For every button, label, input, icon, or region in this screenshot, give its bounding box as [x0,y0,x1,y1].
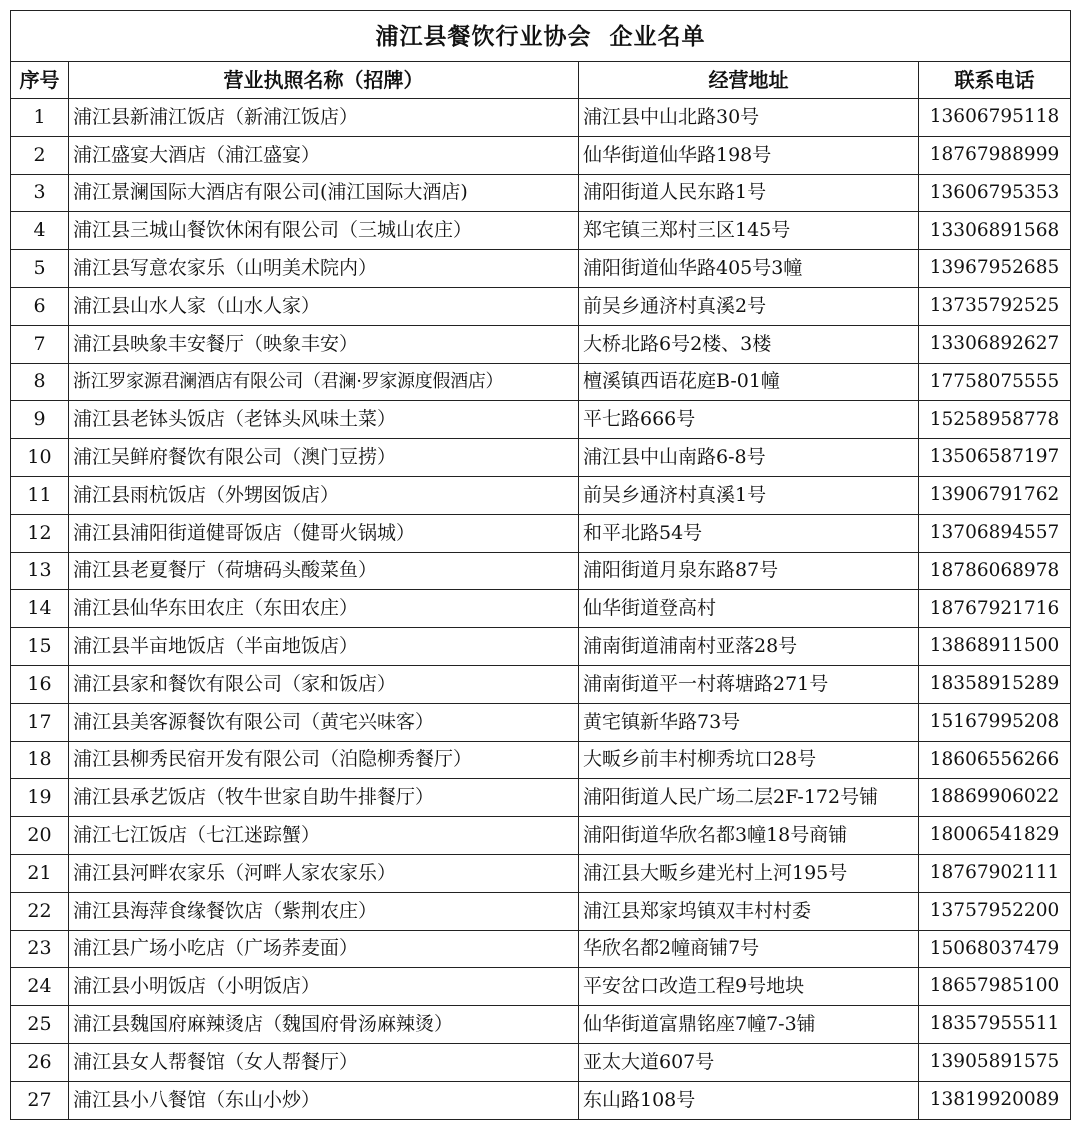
row-business-name: 浦江县小八餐馆（东山小炒） [69,1081,579,1119]
row-phone: 13306892627 [919,325,1071,363]
row-phone: 13819920089 [919,1081,1071,1119]
row-address: 前吴乡通济村真溪2号 [579,287,919,325]
row-address: 浦江县中山北路30号 [579,99,919,137]
table-row [11,250,1071,288]
table-body [11,99,1071,1120]
row-serial: 22 [11,892,69,930]
row-business-name: 浦江县女人帮餐馆（女人帮餐厅） [69,1043,579,1081]
row-serial: 17 [11,703,69,741]
row-address: 郑宅镇三郑村三区145号 [579,212,919,250]
row-phone: 13506587197 [919,439,1071,477]
row-business-name: 浦江县三城山餐饮休闲有限公司（三城山农庄） [69,212,579,250]
row-address: 华欣名都2幢商铺7号 [579,930,919,968]
row-serial: 16 [11,665,69,703]
row-serial: 3 [11,174,69,212]
header-row [11,62,1071,99]
row-business-name: 浦江县小明饭店（小明饭店） [69,968,579,1006]
row-phone: 18767902111 [919,854,1071,892]
row-serial: 13 [11,552,69,590]
row-phone: 18357955511 [919,1006,1071,1044]
row-serial: 23 [11,930,69,968]
row-phone: 13606795353 [919,174,1071,212]
row-address: 浦江县中山南路6-8号 [579,439,919,477]
table-row [11,514,1071,552]
row-serial: 8 [11,363,69,401]
row-address: 浦阳街道人民广场二层2F-172号铺 [579,779,919,817]
row-serial: 6 [11,287,69,325]
table-row [11,892,1071,930]
table-row [11,136,1071,174]
row-address: 仙华街道登高村 [579,590,919,628]
row-business-name: 浦江县美客源餐饮有限公司（黄宅兴味客） [69,703,579,741]
header-address: 经营地址 [579,62,919,99]
row-business-name: 浦江县柳秀民宿开发有限公司（泊隐柳秀餐厅） [69,741,579,779]
table-row [11,703,1071,741]
row-address: 浦阳街道月泉东路87号 [579,552,919,590]
row-business-name: 浦江县河畔农家乐（河畔人家农家乐） [69,854,579,892]
row-business-name: 浦江县魏国府麻辣烫店（魏国府骨汤麻辣烫） [69,1006,579,1044]
row-business-name: 浦江景澜国际大酒店有限公司(浦江国际大酒店) [69,174,579,212]
row-phone: 13606795118 [919,99,1071,137]
row-address: 浦阳街道人民东路1号 [579,174,919,212]
row-phone: 18767921716 [919,590,1071,628]
row-phone: 13906791762 [919,476,1071,514]
row-business-name: 浦江县映象丰安餐厅（映象丰安） [69,325,579,363]
row-serial: 25 [11,1006,69,1044]
row-business-name: 浦江县承艺饭店（牧牛世家自助牛排餐厅） [69,779,579,817]
row-address: 浦江县郑家坞镇双丰村村委 [579,892,919,930]
table-row [11,741,1071,779]
row-phone: 18869906022 [919,779,1071,817]
row-business-name: 浦江七江饭店（七江迷踪蟹） [69,817,579,855]
row-phone: 15068037479 [919,930,1071,968]
row-serial: 26 [11,1043,69,1081]
row-address: 仙华街道富鼎铭座7幢7-3铺 [579,1006,919,1044]
row-serial: 1 [11,99,69,137]
row-address: 浦江县大畈乡建光村上河195号 [579,854,919,892]
table-row [11,628,1071,666]
table-row [11,665,1071,703]
table-row [11,363,1071,401]
row-address: 浦阳街道仙华路405号3幢 [579,250,919,288]
table-row [11,401,1071,439]
row-business-name: 浦江县写意农家乐（山明美术院内） [69,250,579,288]
title-row [11,11,1071,62]
table-row [11,1081,1071,1119]
row-business-name: 浦江县广场小吃店（广场荞麦面） [69,930,579,968]
header-phone: 联系电话 [919,62,1071,99]
row-address: 大桥北路6号2楼、3楼 [579,325,919,363]
row-business-name: 浦江县老钵头饭店（老钵头风味土菜） [69,401,579,439]
row-address: 平七路666号 [579,401,919,439]
row-serial: 21 [11,854,69,892]
row-address: 平安岔口改造工程9号地块 [579,968,919,1006]
row-address: 前吴乡通济村真溪1号 [579,476,919,514]
row-business-name: 浦江县新浦江饭店（新浦江饭店） [69,99,579,137]
row-address: 仙华街道仙华路198号 [579,136,919,174]
row-phone: 18786068978 [919,552,1071,590]
table-row [11,476,1071,514]
row-serial: 27 [11,1081,69,1119]
row-serial: 7 [11,325,69,363]
row-business-name: 浦江吴鲜府餐饮有限公司（澳门豆捞） [69,439,579,477]
row-phone: 17758075555 [919,363,1071,401]
row-phone: 18358915289 [919,665,1071,703]
row-address: 大畈乡前丰村柳秀坑口28号 [579,741,919,779]
row-business-name: 浦江县半亩地饭店（半亩地饭店） [69,628,579,666]
table-row [11,174,1071,212]
header-business-name: 营业执照名称（招牌） [69,62,579,99]
row-serial: 12 [11,514,69,552]
row-serial: 2 [11,136,69,174]
row-serial: 24 [11,968,69,1006]
row-address: 和平北路54号 [579,514,919,552]
row-business-name: 浦江县海萍食缘餐饮店（紫荆农庄） [69,892,579,930]
table-row [11,1006,1071,1044]
row-serial: 10 [11,439,69,477]
table-row [11,817,1071,855]
row-phone: 18006541829 [919,817,1071,855]
row-address: 浦南街道平一村蒋塘路271号 [579,665,919,703]
member-list-document [10,10,1070,1120]
table-row [11,779,1071,817]
row-phone: 13905891575 [919,1043,1071,1081]
table-row [11,590,1071,628]
row-phone: 13735792525 [919,287,1071,325]
row-address: 东山路108号 [579,1081,919,1119]
row-business-name: 浦江县山水人家（山水人家） [69,287,579,325]
row-serial: 18 [11,741,69,779]
table-row [11,1043,1071,1081]
row-phone: 15258958778 [919,401,1071,439]
row-phone: 13306891568 [919,212,1071,250]
row-serial: 15 [11,628,69,666]
table-row [11,968,1071,1006]
header-serial: 序号 [11,62,69,99]
row-business-name: 浦江县老夏餐厅（荷塘码头酸菜鱼） [69,552,579,590]
row-address: 檀溪镇西语花庭B-01幢 [579,363,919,401]
row-serial: 5 [11,250,69,288]
table-row [11,930,1071,968]
row-serial: 9 [11,401,69,439]
row-business-name: 浦江县雨杭饭店（外甥囡饭店） [69,476,579,514]
table-row [11,287,1071,325]
row-phone: 13868911500 [919,628,1071,666]
row-serial: 20 [11,817,69,855]
table-title: 浦江县餐饮行业协会 企业名单 [11,11,1071,62]
row-phone: 13967952685 [919,250,1071,288]
row-address: 浦南街道浦南村亚落28号 [579,628,919,666]
row-phone: 18657985100 [919,968,1071,1006]
row-serial: 19 [11,779,69,817]
row-business-name: 浦江盛宴大酒店（浦江盛宴） [69,136,579,174]
table-row [11,439,1071,477]
row-serial: 4 [11,212,69,250]
table-row [11,552,1071,590]
row-business-name: 浦江县浦阳街道健哥饭店（健哥火锅城） [69,514,579,552]
row-phone: 13757952200 [919,892,1071,930]
row-business-name: 浙江罗家源君澜酒店有限公司（君澜·罗家源度假酒店） [69,363,579,401]
row-phone: 15167995208 [919,703,1071,741]
member-table [10,10,1071,1120]
table-row [11,854,1071,892]
row-phone: 13706894557 [919,514,1071,552]
table-row [11,99,1071,137]
row-business-name: 浦江县家和餐饮有限公司（家和饭店） [69,665,579,703]
row-address: 黄宅镇新华路73号 [579,703,919,741]
row-serial: 14 [11,590,69,628]
table-row [11,212,1071,250]
row-address: 浦阳街道华欣名都3幢18号商铺 [579,817,919,855]
row-address: 亚太大道607号 [579,1043,919,1081]
row-phone: 18767988999 [919,136,1071,174]
table-row [11,325,1071,363]
row-business-name: 浦江县仙华东田农庄（东田农庄） [69,590,579,628]
row-phone: 18606556266 [919,741,1071,779]
row-serial: 11 [11,476,69,514]
